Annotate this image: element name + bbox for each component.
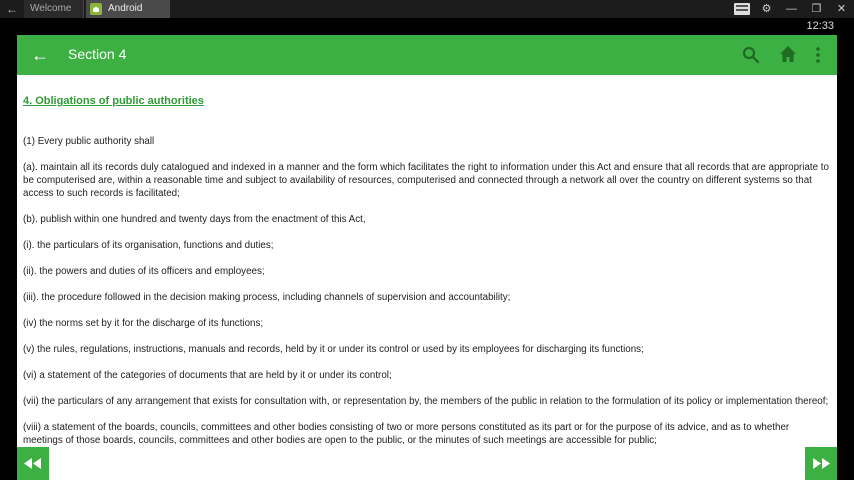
overflow-menu-icon[interactable] (814, 46, 822, 64)
tab-welcome[interactable] (24, 0, 84, 18)
app-bar (17, 35, 837, 75)
window-controls (729, 0, 854, 18)
section-heading: 4. Obligations of public authorities (23, 95, 204, 107)
paragraph: (b). publish within one hundred and twenty days from the enactment of this Act, (23, 214, 366, 225)
double-chevron-right-icon (812, 458, 830, 469)
keyboard-icon[interactable] (729, 0, 754, 18)
paragraph: (v) the rules, regulations, instructions, manuals and records, held by it or under its control or used by its employees for discharging its functions; (23, 344, 644, 355)
paragraph: (iii). the procedure followed in the decision making process, including channels of supervision and accountability; (23, 292, 511, 303)
arrow-back-icon[interactable]: ← (31, 45, 49, 65)
paragraph: (1) Every public authority shall (23, 136, 155, 147)
restore-icon[interactable]: ❐ (811, 3, 822, 15)
paragraph: (vii) the particulars of any arrangement that exists for consultation with, or representation by, the members of the public in relation to the formulation of its policy or implementation thereof; (23, 396, 829, 407)
status-clock: 12:33 (806, 20, 834, 32)
minimize-icon[interactable]: — (786, 3, 797, 15)
paragraph: (a). maintain all its records duly catalogued and indexed in a manner and the form which facilitates the right to information under this Act and ensure that all records that are appropriate to be computerised are, within a reasonable time and subject to availability of resources, computerised and connected through a network all over the country on different systems so that access to such records is facilitated; (23, 162, 829, 199)
tab-android-label: Android (108, 3, 143, 14)
home-icon[interactable] (779, 45, 797, 63)
bottom-navigation (17, 447, 837, 480)
emulator-title-bar (0, 0, 854, 18)
close-icon[interactable]: ✕ (836, 3, 847, 15)
status-bar (0, 18, 854, 34)
double-chevron-left-icon (24, 458, 42, 469)
paragraph: (i). the particulars of its organisation, functions and duties; (23, 240, 274, 251)
previous-section-button[interactable] (17, 447, 49, 480)
settings-gear-icon[interactable]: ⚙ (761, 3, 772, 15)
tab-welcome-label: Welcome (30, 3, 72, 14)
paragraph: (viii) a statement of the boards, councils, committees and other bodies consisting of two or more persons constituted as its part or for the purpose of its advice, and as to whether meetings of those boards, councils, committees and other bodies are open to the public, or the minutes of such meetings are accessible for public; (23, 422, 790, 446)
paragraph: (ii). the powers and duties of its officers and employees; (23, 266, 265, 277)
tab-android[interactable] (86, 0, 170, 18)
emulator-back-icon[interactable]: ← (6, 2, 18, 16)
section-content[interactable] (17, 75, 837, 447)
next-section-button[interactable] (805, 447, 837, 480)
page-title: Section 4 (68, 46, 127, 62)
android-icon (90, 3, 102, 15)
paragraph: (vi) a statement of the categories of documents that are held by it or under its control; (23, 370, 392, 381)
search-icon[interactable] (742, 46, 760, 64)
paragraph: (iv) the norms set by it for the discharge of its functions; (23, 318, 264, 329)
